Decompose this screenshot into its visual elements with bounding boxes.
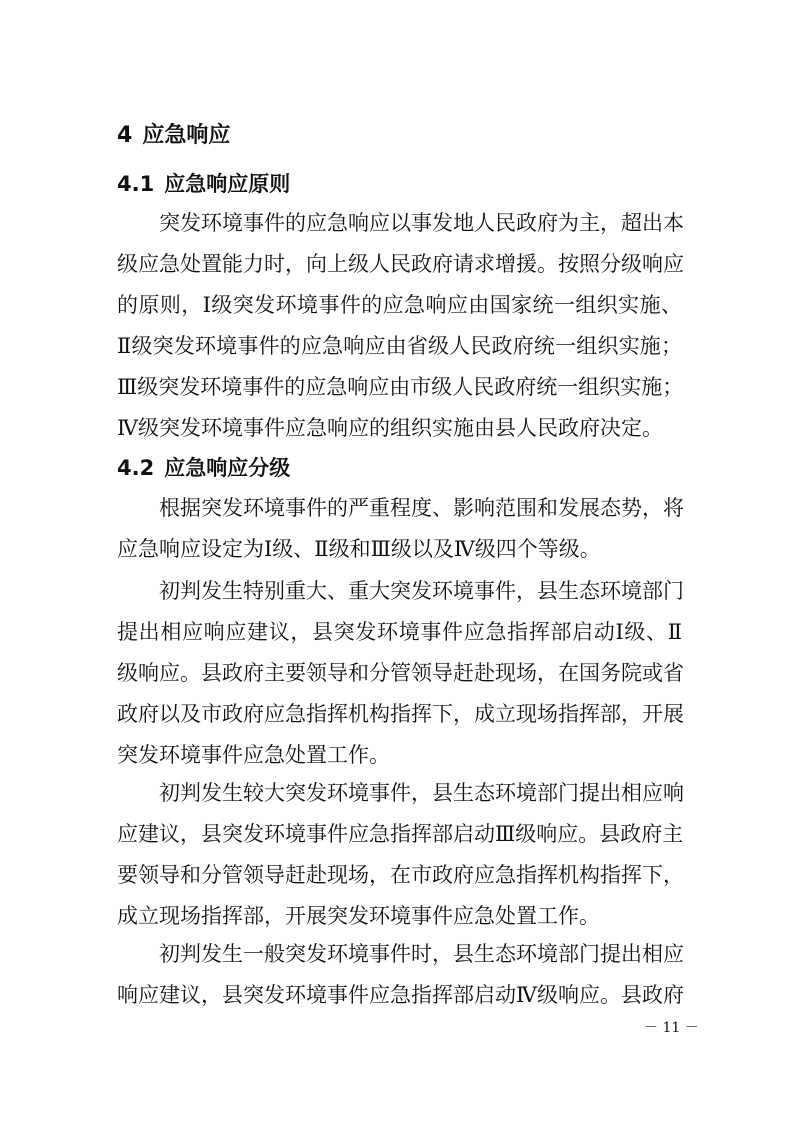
- section-number: 4: [117, 123, 133, 148]
- paragraph-line: 初判发生较大突发环境事件，县生态环境部门提出相应响: [159, 781, 684, 805]
- paragraph-line: 的原则，Ⅰ级突发环境事件的应急响应由国家统一组织实施、: [117, 293, 682, 317]
- paragraph-level-3-response: [117, 773, 682, 937]
- subsection-number: 4.1: [117, 172, 155, 196]
- paragraph-line: 提出相应响应建议，县突发环境事件应急指挥部启动Ⅰ级、Ⅱ: [117, 620, 682, 644]
- paragraph-response-principle: [117, 203, 682, 449]
- paragraph-line: 初判发生特别重大、重大突发环境事件，县生态环境部门: [159, 579, 684, 603]
- paragraph-line: Ⅱ级突发环境事件的应急响应由省级人民政府统一组织实施；: [117, 334, 682, 358]
- section-heading: [117, 121, 230, 151]
- paragraph-line: 应建议，县突发环境事件应急指挥部启动Ⅲ级响应。县政府主: [117, 822, 684, 846]
- paragraph-level-4-response: [117, 934, 682, 1016]
- paragraph-line: 成立现场指挥部，开展突发环境事件应急处置工作。: [117, 904, 600, 928]
- paragraph-line: Ⅳ级突发环境事件应急响应的组织实施由县人民政府决定。: [117, 416, 663, 440]
- section-title: 应急响应: [142, 123, 231, 148]
- paragraph-line: 突发环境事件的应急响应以事发地人民政府为主，超出本: [159, 211, 684, 235]
- page-number: － 11 －: [644, 1020, 699, 1036]
- paragraph-response-levels: [117, 488, 682, 570]
- paragraph-line: 根据突发环境事件的严重程度、影响范围和发展态势，将: [159, 496, 684, 520]
- subsection-title: 应急响应分级: [164, 456, 291, 480]
- subsection-heading-4-1: [117, 169, 290, 199]
- subsection-heading-4-2: [117, 453, 290, 483]
- paragraph-line: Ⅲ级突发环境事件的应急响应由市级人民政府统一组织实施；: [117, 375, 684, 399]
- subsection-number: 4.2: [117, 456, 155, 480]
- paragraph-level-1-2-response: [117, 571, 682, 776]
- paragraph-line: 应急响应设定为Ⅰ级、Ⅱ级和Ⅲ级以及Ⅳ级四个等级。: [117, 537, 601, 561]
- paragraph-line: 级响应。县政府主要领导和分管领导赶赴现场，在国务院或省: [117, 661, 684, 685]
- paragraph-line: 级应急处置能力时，向上级人民政府请求增援。按照分级响应: [117, 252, 684, 276]
- paragraph-line: 突发环境事件应急处置工作。: [117, 743, 390, 767]
- paragraph-line: 初判发生一般突发环境事件时，县生态环境部门提出相应: [159, 942, 684, 966]
- paragraph-line: 政府以及市政府应急指挥机构指挥下，成立现场指挥部，开展: [117, 702, 684, 726]
- paragraph-line: 要领导和分管领导赶赴现场，在市政府应急指挥机构指挥下，: [117, 863, 684, 887]
- paragraph-line: 响应建议，县突发环境事件应急指挥部启动Ⅳ级响应。县政府: [117, 983, 684, 1007]
- subsection-title: 应急响应原则: [164, 172, 291, 196]
